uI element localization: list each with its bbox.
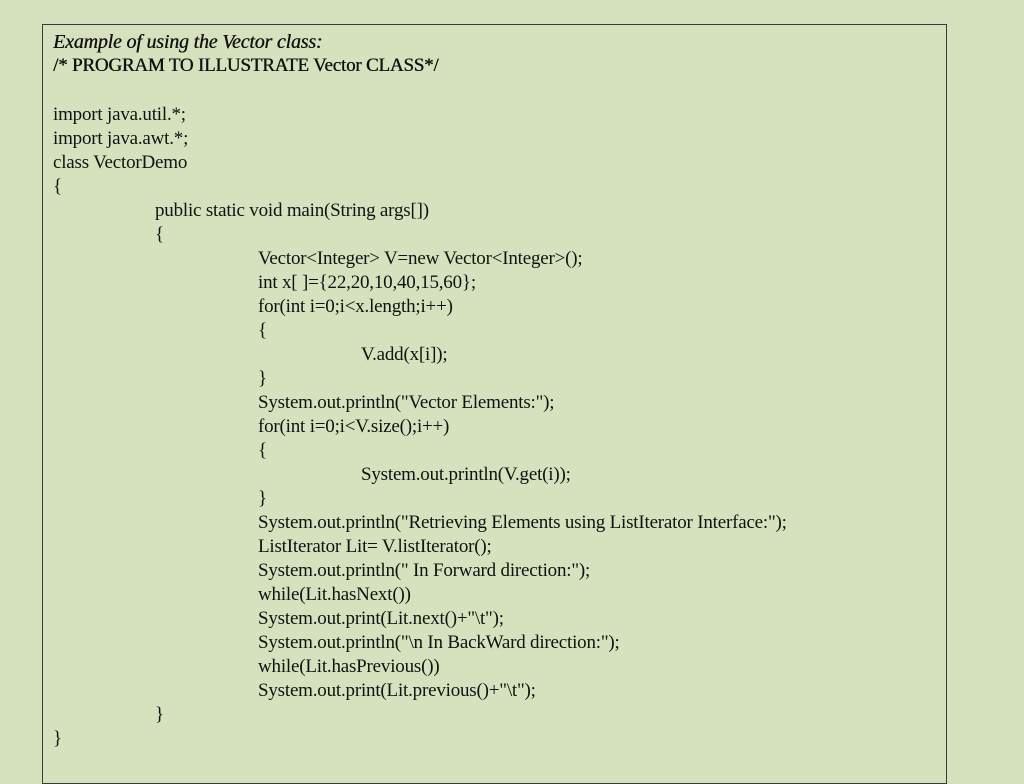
code-line: public static void main(String args[]) <box>155 200 429 221</box>
program-comment: /* PROGRAM TO ILLUSTRATE Vector CLASS*/ <box>53 55 439 76</box>
code-line: { <box>53 176 62 197</box>
code-line: Vector<Integer> V=new Vector<Integer>(); <box>258 248 583 269</box>
code-line: System.out.println("Retrieving Elements using ListIterator Interface:"); <box>258 512 787 533</box>
code-line: for(int i=0;i<x.length;i++) <box>258 296 453 317</box>
code-line: while(Lit.hasPrevious()) <box>258 656 440 677</box>
code-line: } <box>258 368 267 389</box>
code-line: System.out.println(V.get(i)); <box>361 464 571 485</box>
code-line: ListIterator Lit= V.listIterator(); <box>258 536 492 557</box>
code-line: } <box>155 704 164 725</box>
code-line: import java.util.*; <box>53 104 186 125</box>
code-line: } <box>53 728 62 749</box>
code-line: import java.awt.*; <box>53 128 189 149</box>
code-line: } <box>258 488 267 509</box>
code-panel <box>42 24 947 784</box>
code-line: int x[ ]={22,20,10,40,15,60}; <box>258 272 476 293</box>
code-line: while(Lit.hasNext()) <box>258 584 411 605</box>
code-line: { <box>155 224 164 245</box>
code-line: System.out.print(Lit.previous()+"\t"); <box>258 680 536 701</box>
code-line: V.add(x[i]); <box>361 344 448 365</box>
code-line: System.out.println("Vector Elements:"); <box>258 392 555 413</box>
code-line: System.out.print(Lit.next()+"\t"); <box>258 608 504 629</box>
code-line: for(int i=0;i<V.size();i++) <box>258 416 450 437</box>
document-title: Example of using the Vector class: <box>53 31 323 53</box>
code-line: class VectorDemo <box>53 152 188 173</box>
code-line: { <box>258 320 267 341</box>
code-line: System.out.println(" In Forward direction:"); <box>258 560 591 581</box>
code-line: { <box>258 440 267 461</box>
code-line: System.out.println("\n In BackWard direction:"); <box>258 632 620 653</box>
